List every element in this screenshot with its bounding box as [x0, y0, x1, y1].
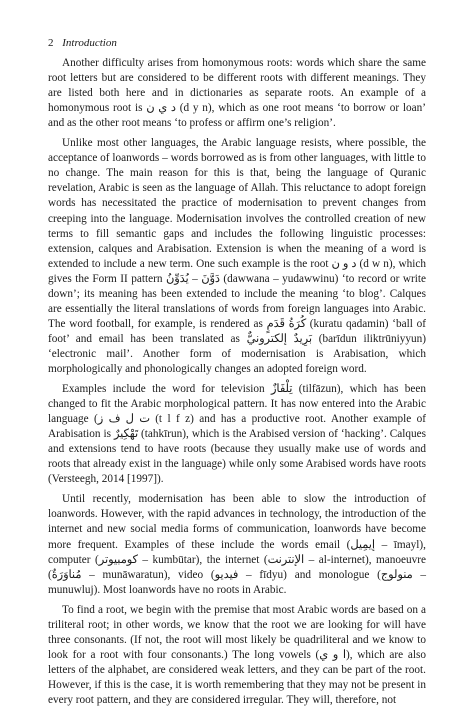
paragraph-arabisation-examples: Examples include the word for television تِلْفَازٌ (tilfāzun), which has been changed to fit the Arabic morphological pattern. It has now entered into the Arabic language (ت ل ف ز (t l f z) and has a productive root. Another example of Arabisation is تَهْكِيرٌ (tahkīrun), which is the Arabised version of ‘hacking’. Calques and extensions tend to have roots (because they usually make use of words and roots that already exist in the language) while only some Arabised words have roots (Versteegh, 2014 [1997]).	[48, 383, 427, 486]
book-page	[48, 36, 426, 713]
paragraph-recent-loanwords: Until recently, modernisation has been able to slow the introduction of loanwords. However, with the rapid advances in technology, the introduction of the internet and new social media forms of communication, loanwords have become more frequent. Examples of these include the words email (إيمِيل – īmayl), computer (كومبيوتر – kumbūtar), the internet (الإنترنت – al-internet), manoeuvre (مُناوَرَةٌ – munāwaratun), video (فيديو – fīdyu) and monologue (منولوج – munuwluj). Most loanwords have no roots in Arabic.	[48, 493, 427, 596]
paragraph-loanwords-modernisation: Unlike most other languages, the Arabic language resists, where possible, the acceptance of loanwords – words borrowed as is from other languages, with little to no change. The main reason for this is that, being the language of Quranic revelation, Arabic is seen as the language of Allah. This reluctance to adopt foreign words has necessitated the practice of modernisation to prevent changes from creeping into the language. Modernisation involves the controlled creation of new terms to fill semantic gaps and includes the following linguistic processes: extension, calques and Arabisation. Extension is when the meaning of a word is extended to include a new term. One such example is the root د و ن (d w n), which gives the Form II pattern دَوَّنَ – يُدَوِّنُ (dawwana – yudawwinu) ‘to record or write down’; its meaning has been extended to include the meaning ‘to blog’. Calques are essentially the literal translations of words from foreign languages into Arabic. The word football, for example, is rendered as كُرَةُ قَدَمٍ (kuratu qadamin) ‘ball of foot’ and email has been translated as بَرِيدٌ إلكترونيٌّ (barīdun iliktrūniyyun) ‘electronic mail’. Another form of modernisation is Arabisation, which morphologically and phonologically changes an adopted foreign word.	[48, 137, 427, 375]
paragraph-finding-root: To find a root, we begin with the premise that most Arabic words are based on a triliteral root; in other words, we know that the root we are looking for will have three consonants. (If not, the root will most likely be quadriliteral and we know to look for a root with four consonants.) The long vowels (ا و ي), which are also letters of the alphabet, are considered weak letters, and they can be part of the root. However, if this is the case, it is worth remembering that they may not be present in every root pattern, and they are considered irregular. They will, therefore, not	[48, 603, 426, 706]
paragraph-homonymous-roots: Another difficulty arises from homonymous roots: words which share the same root letters but are considered to be different roots with different meanings. They are listed both here and in dictionaries as separate roots. An example of a homonymous root is د ي ن (d y n), which as one root means ‘to borrow or loan’ and as the other root means ‘to profess or affirm one’s religion’.	[48, 57, 426, 130]
page-number: 2	[48, 37, 54, 49]
running-head	[48, 36, 426, 51]
section-title: Introduction	[62, 37, 117, 49]
